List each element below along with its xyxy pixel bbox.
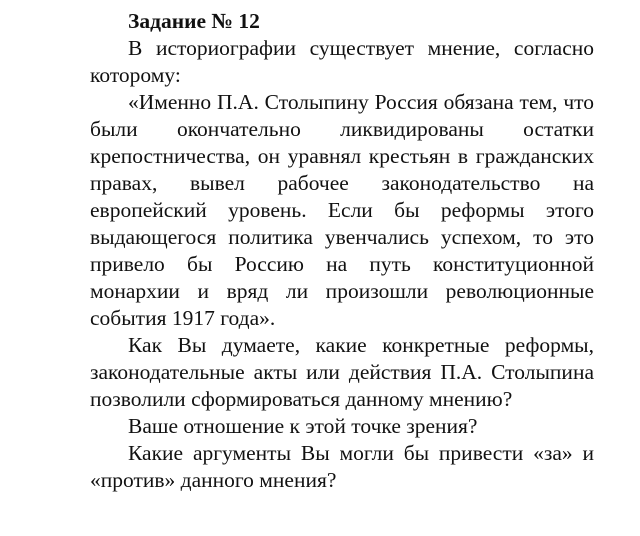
intro-paragraph: В историографии существует мнение, согласно которому: — [90, 36, 594, 87]
question-arguments-paragraph: Какие аргументы Вы могли бы привести «за» и «против» данного мнения? — [90, 441, 594, 492]
task-title: Задание № 12 — [128, 9, 260, 33]
task-document — [90, 8, 594, 494]
quote-paragraph: «Именно П.А. Столыпину Россия обязана тем, что были окончательно ликвидированы остатки крепостничества, он уравнял крестьян в гражданских правах, вывел рабочее законодательство на европейский уровень. Если бы реформы этого выдающегося политика увенчались успехом, то это привело бы Россию на путь конституционной монархии и вряд ли произошли революционные события 1917 года». — [90, 90, 594, 330]
question-attitude-paragraph: Ваше отношение к этой точке зрения? — [128, 414, 478, 438]
question-reforms-paragraph: Как Вы думаете, какие конкретные реформы, законодательные акты или действия П.А. Столыпина позволили сформироваться данному мнению? — [90, 333, 594, 411]
